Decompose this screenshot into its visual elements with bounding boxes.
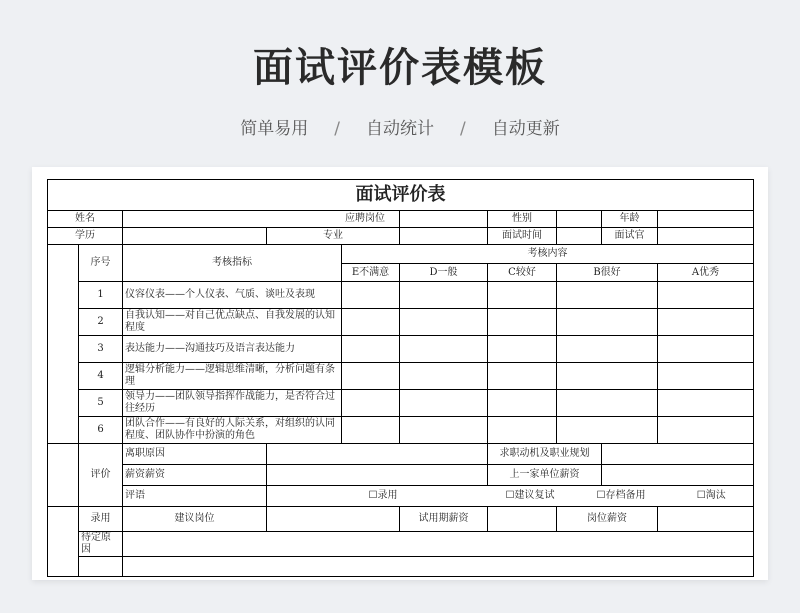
score-cell[interactable] [400, 282, 488, 309]
option-hire[interactable]: ☐录用 [267, 486, 400, 507]
hire-label: 录用 [79, 507, 123, 532]
feature-tags [0, 114, 800, 139]
option-reject[interactable]: ☐淘汰 [658, 486, 754, 507]
comment-label: 评语 [123, 486, 267, 507]
hire-side-cell [48, 507, 79, 577]
score-cell[interactable] [488, 336, 557, 363]
position-label: 应聘岗位 [123, 211, 400, 228]
trial-salary-field[interactable] [488, 507, 557, 532]
salary-label: 薪资薪资 [123, 465, 267, 486]
item-no: 6 [79, 417, 123, 444]
tag-separator: / [334, 119, 340, 139]
level-b: B很好 [557, 264, 658, 282]
level-c: C较好 [488, 264, 557, 282]
score-cell[interactable] [400, 417, 488, 444]
empty-cell [123, 557, 754, 577]
age-label: 年龄 [602, 211, 658, 228]
assessment-header-row [48, 245, 754, 264]
score-cell[interactable] [658, 309, 754, 336]
page-title: 面试评价表模板 [253, 45, 547, 91]
score-cell[interactable] [400, 390, 488, 417]
content-header: 考核内容 [342, 245, 754, 264]
table-row [48, 282, 754, 309]
item-text: 团队合作——有良好的人际关系，对组织的认同程度、团队协作中扮演的角色 [123, 417, 342, 444]
level-e: E不满意 [342, 264, 400, 282]
item-text: 逻辑分析能力——逻辑思维清晰，分析问题有条理 [123, 363, 342, 390]
item-no: 4 [79, 363, 123, 390]
item-no: 5 [79, 390, 123, 417]
score-cell[interactable] [342, 309, 400, 336]
career-plan-field[interactable] [602, 444, 754, 465]
major-label: 专业 [267, 228, 400, 245]
score-cell[interactable] [342, 336, 400, 363]
interviewer-label: 面试官 [602, 228, 658, 245]
score-cell[interactable] [658, 282, 754, 309]
item-no: 1 [79, 282, 123, 309]
score-cell[interactable] [658, 390, 754, 417]
pending-reason-label: 待定原因 [79, 532, 123, 557]
suggest-post-field[interactable] [267, 507, 400, 532]
table-row [48, 336, 754, 363]
pending-reason-field[interactable] [123, 532, 754, 557]
salary-field[interactable] [267, 465, 488, 486]
option-archive[interactable]: ☐存档备用 [557, 486, 658, 507]
score-cell[interactable] [342, 417, 400, 444]
tag-easy: 简单易用 [240, 119, 309, 139]
education-label: 学历 [48, 228, 123, 245]
score-cell[interactable] [488, 309, 557, 336]
salary-row [48, 465, 754, 486]
item-no: 3 [79, 336, 123, 363]
trailing-row [48, 557, 754, 577]
career-plan-label: 求职动机及职业规划 [488, 444, 602, 465]
last-salary-label: 上一家单位薪资 [488, 465, 602, 486]
tag-separator: / [460, 119, 466, 139]
gender-label: 性别 [488, 211, 557, 228]
gender-field[interactable] [557, 211, 602, 228]
table-row [48, 309, 754, 336]
interview-time-field[interactable] [557, 228, 602, 245]
table-row [48, 363, 754, 390]
leave-reason-label: 离职原因 [123, 444, 267, 465]
form-title: 面试评价表 [48, 180, 754, 211]
education-row [48, 228, 754, 245]
evaluation-side-cell [48, 444, 79, 507]
table-row [48, 417, 754, 444]
score-cell[interactable] [557, 363, 658, 390]
score-cell[interactable] [557, 282, 658, 309]
item-text: 领导力——团队领导指挥作战能力，是否符合过往经历 [123, 390, 342, 417]
score-cell[interactable] [557, 336, 658, 363]
level-d: D一般 [400, 264, 488, 282]
score-cell[interactable] [658, 336, 754, 363]
score-cell[interactable] [342, 363, 400, 390]
seq-header: 序号 [79, 245, 123, 282]
score-cell[interactable] [488, 390, 557, 417]
interview-time-label: 面试时间 [488, 228, 557, 245]
table-row [48, 390, 754, 417]
level-a: A优秀 [658, 264, 754, 282]
age-field[interactable] [658, 211, 754, 228]
post-salary-field[interactable] [658, 507, 754, 532]
leave-reason-field[interactable] [267, 444, 488, 465]
score-cell[interactable] [658, 363, 754, 390]
name-label: 姓名 [48, 211, 123, 228]
form-sheet [32, 167, 768, 580]
score-cell[interactable] [342, 390, 400, 417]
item-text: 表达能力——沟通技巧及语言表达能力 [123, 336, 342, 363]
education-field[interactable] [123, 228, 267, 245]
hire-row [48, 507, 754, 532]
score-cell[interactable] [557, 309, 658, 336]
last-salary-field[interactable] [602, 465, 754, 486]
score-cell[interactable] [400, 309, 488, 336]
interviewer-field[interactable] [658, 228, 754, 245]
item-text: 仪容仪表——个人仪表、气质、谈吐及表现 [123, 282, 342, 309]
item-no: 2 [79, 309, 123, 336]
major-field[interactable] [400, 228, 488, 245]
leave-reason-row [48, 444, 754, 465]
evaluation-label: 评价 [79, 444, 123, 507]
tag-auto-stats: 自动统计 [366, 119, 434, 139]
item-text: 自我认知——对自己优点缺点、自我发展的认知程度 [123, 309, 342, 336]
pending-row [48, 532, 754, 557]
trial-salary-label: 试用期薪资 [400, 507, 488, 532]
score-cell[interactable] [488, 417, 557, 444]
score-cell[interactable] [400, 363, 488, 390]
evaluation-form-table [47, 179, 754, 577]
score-cell[interactable] [658, 417, 754, 444]
suggest-post-label: 建议岗位 [123, 507, 267, 532]
score-cell[interactable] [342, 282, 400, 309]
score-cell[interactable] [557, 390, 658, 417]
post-salary-label: 岗位薪资 [557, 507, 658, 532]
assessment-side-cell [48, 245, 79, 444]
comment-row [48, 486, 754, 507]
empty-cell [79, 557, 123, 577]
option-retest[interactable]: ☐建议复试 [400, 486, 557, 507]
basic-info-row [48, 211, 754, 228]
position-field[interactable] [400, 211, 488, 228]
score-cell[interactable] [557, 417, 658, 444]
score-cell[interactable] [400, 336, 488, 363]
score-cell[interactable] [488, 282, 557, 309]
indicator-header: 考核指标 [123, 245, 342, 282]
tag-auto-update: 自动更新 [491, 119, 560, 139]
score-cell[interactable] [488, 363, 557, 390]
